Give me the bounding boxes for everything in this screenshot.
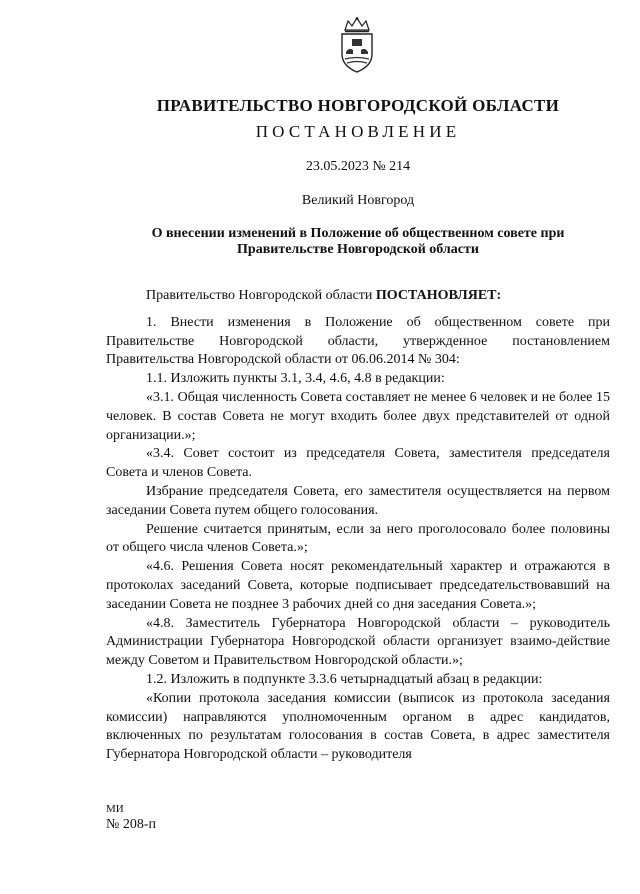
body-paragraph: 1. Внести изменения в Положение об общественном совете при Правительстве Новгородской области, утвержденное постановлением Правительства Новгородской области от 06.06.2014 № 304:: [106, 314, 610, 368]
body-paragraph: 1.2. Изложить в подпункте 3.3.6 четырнадцатый абзац в редакции:: [146, 671, 543, 687]
document-title: О внесении изменений в Положение об общественном совете при Правительстве Новгородской области: [151, 226, 565, 257]
body-paragraph: «Копии протокола заседания комиссии (выписок из протокола заседания комиссии) направляются уполномоченным органом в адрес кандидатов, включенных по результатам голосования в состав Совета, в адрес заместителя Губернатора Новгородской области – руководителя: [106, 690, 610, 763]
body-paragraph: Решение считается принятым, если за него проголосовало более половины от общего числа членов Совета.»;: [106, 521, 610, 556]
form-number: № 208-п: [106, 817, 157, 832]
document-body: [106, 287, 610, 765]
body-paragraph: «3.4. Совет состоит из председателя Совета, заместителя председателя Совета и членов Совета.: [106, 446, 610, 481]
body-paragraph: «4.6. Решения Совета носят рекомендательный характер и отражаются в протоколах заседаний Совета, которые подписывает председательствовавший на заседании Совета не позднее 3 рабочих дней со дня заседания Совета.»;: [106, 559, 610, 612]
document-type: ПОСТАНОВЛЕНИЕ: [255, 122, 461, 141]
footer-marks: [106, 802, 156, 832]
body-paragraph: «3.1. Общая численность Совета составляет не менее 6 человек и не более 15 человек. В состав Совета не могут входить более двух представителей от одной организации.»;: [106, 389, 610, 443]
document-date-number: 23.05.2023 № 214: [305, 159, 411, 174]
intro-paragraph: [106, 287, 610, 306]
novgorod-coat-of-arms-icon: [336, 16, 378, 74]
intro-bold-text: ПОСТАНОВЛЯЕТ:: [375, 288, 502, 303]
body-paragraph: 1.1. Изложить пункты 3.1, 3.4, 4.6, 4.8 в редакции:: [146, 371, 445, 387]
intro-text: Правительство Новгородской области: [146, 288, 376, 303]
organization-name: ПРАВИТЕЛЬСТВО НОВГОРОДСКОЙ ОБЛАСТИ: [156, 96, 560, 115]
author-initials: МИ: [106, 803, 124, 815]
body-paragraph: «4.8. Заместитель Губернатора Новгородской области – руководитель Администрации Губернатора Новгородской области организует взаимо-действие между Советом и Правительством Новгородской области.»;: [106, 615, 610, 669]
body-paragraph: Избрание председателя Совета, его заместителя осуществляется на первом заседании Совета путем общего голосования.: [106, 483, 610, 518]
document-city: Великий Новгород: [301, 193, 415, 208]
